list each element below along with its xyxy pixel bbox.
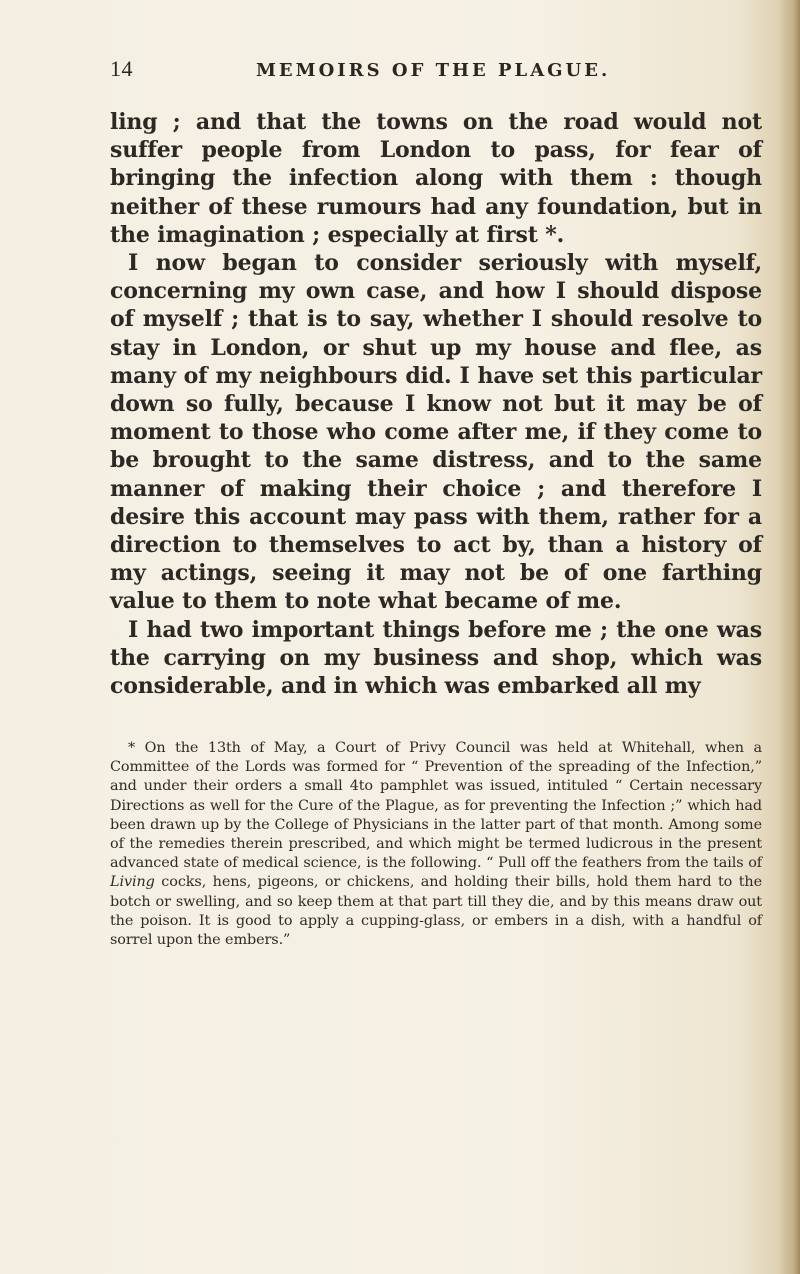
page-number: 14 <box>110 56 133 81</box>
page-edge-shadow <box>778 0 800 1274</box>
running-head: MEMOIRS OF THE PLAGUE. <box>256 60 611 81</box>
paragraph-3: I had two important things before me ; the one was the carrying on my business and shop, which was considerable, and in which was embarked all my <box>110 616 762 700</box>
paragraph-2: I now began to consider seriously with myself, concerning my own case, and how I should dispose of myself ; that is to say, whether I should resolve to stay in London, or shut up my house and flee, as many of my neighbours did. I have set this particular down so fully, because I know not but it may be of moment to those who come after me, if they come to be brought to the same distress, and to the same manner of making their choice ; and therefore I desire this account may pass with them, rather for a direction to themselves to act by, than a history of my actings, seeing it may not be of one farthing value to them to note what became of me. <box>110 250 762 615</box>
footnote-text-1: * On the 13th of May, a Court of Privy Council was held at Whitehall, when a Committee of the Lords was formed for “ Prevention of the spreading of the Infection,” and under their orders a small 4to pamphlet was issued, intituled “ Certain necessary Directions as well for the Cure of the Plague, as for preventing the Infection ;” which had been drawn up by the College of Physicians in the latter part of that month. Among some of the remedies therein prescribed, and which might be termed ludicrous in the present advanced state of medical science, is the following. “ Pull off the feathers from the tails of <box>110 740 762 872</box>
footnote-italic: Living <box>110 874 155 891</box>
footnote <box>110 739 762 950</box>
footnote-text-2: cocks, hens, pigeons, or chickens, and holding their bills, hold them hard to the botch or swelling, and so keep them at that part till they die, and by this means draw out the poison. It is good to apply a cupping-glass, or embers in a dish, with a handful of sorrel upon the embers.” <box>110 874 762 949</box>
main-text <box>110 108 762 700</box>
paragraph-1: ling ; and that the towns on the road would not suffer people from London to pass, for fear of bringing the infection along with them : though neither of these rumours had any foundation, but in the imagination ; especially at first *. <box>110 109 762 248</box>
footnote-paragraph <box>110 739 762 950</box>
